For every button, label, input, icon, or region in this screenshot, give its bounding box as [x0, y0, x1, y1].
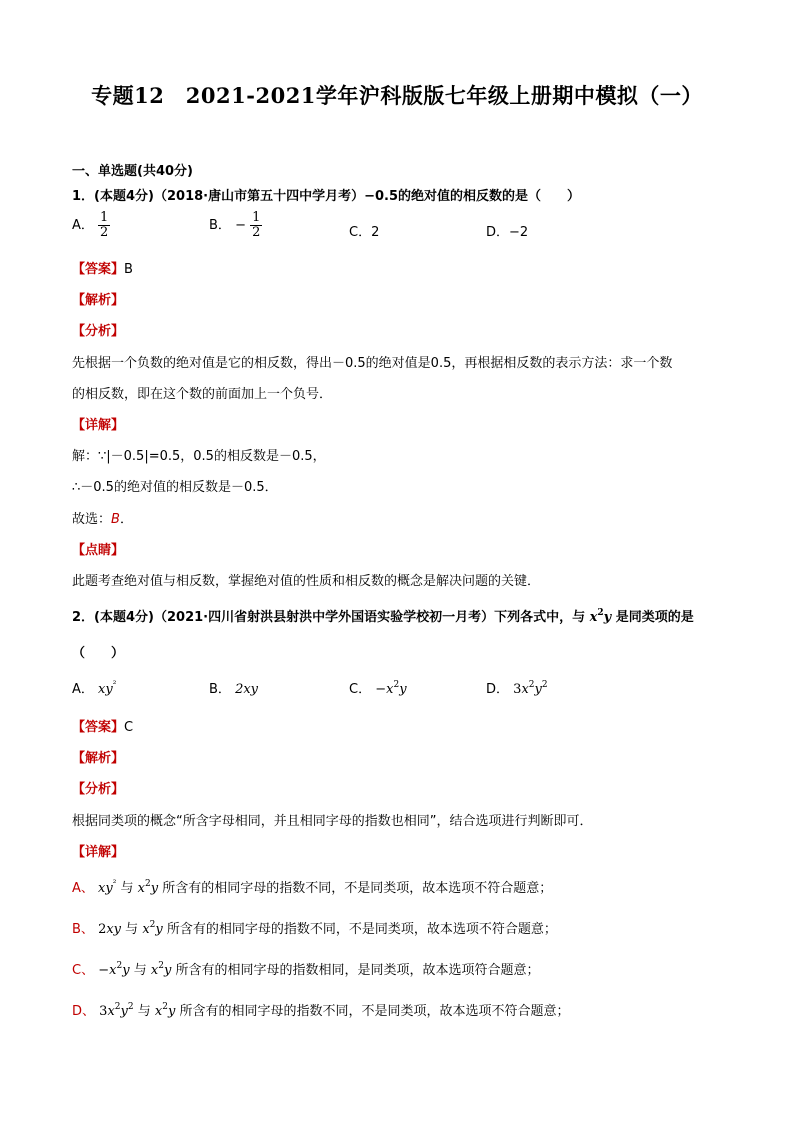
q2-fenxi: 根据同类项的概念“所含字母相同，并且相同字母的指数也相同”，结合选项进行判断即可． [72, 814, 593, 829]
q2-option-c: C． $-x^2y$ [349, 680, 407, 697]
q1-answer: 【答案】B [72, 262, 133, 277]
fraction: $\frac{1}{2}$ [252, 210, 261, 240]
q1-analysis-tag: 【解析】 [72, 293, 125, 308]
q2-xiangjie-tag: 【详解】 [72, 845, 125, 860]
q1-option-a: A． $\frac{1}{2}$ [72, 210, 109, 240]
q2-option-a: A． $xy^{^2}$ [72, 680, 117, 697]
section-heading: 一、单选题(共40分) [72, 164, 193, 179]
q1-xiangjie-tag: 【详解】 [72, 418, 125, 433]
q1-solution-line-1: 解：∵|－0.5|=0.5，0.5的相反数是－0.5， [72, 449, 326, 464]
q2-stem: 2．(本题4分)（2021·四川省射洪县射洪中学外国语实验学校初一月考）下列各式中，与 $x^2y$ 是同类项的是 [72, 608, 694, 625]
q2-solution-d: D、 $3x^2y^2$ 与 $x^2y$ 所含有的相同字母的指数不同，不是同类项，故本选项不符合题意； [72, 1002, 570, 1019]
q1-solution-line-2: ∴－0.5的绝对值的相反数是－0.5． [72, 480, 278, 495]
q2-option-d: D． $3x^2y^2$ [486, 680, 548, 697]
q1-fenxi-line-2: 的相反数，即在这个数的前面加上一个负号． [72, 387, 333, 402]
page-title: 专题12 2021-2021学年沪科版版七年级上册期中模拟（一） [91, 83, 703, 108]
q1-solution-line-3: 故选：B． [72, 512, 133, 527]
q2-solution-b: B、 2xy 与 $x^2y$ 所含有的相同字母的指数不同，不是同类项，故本选项不符合题意； [72, 920, 557, 937]
q1-option-c: C．2 [349, 225, 380, 240]
q1-option-b: B． − $\frac{1}{2}$ [209, 210, 261, 240]
q2-answer: 【答案】C [72, 720, 134, 735]
q2-solution-a: A、 $xy^{^2}$ 与 $x^2y$ 所含有的相同字母的指数不同，不是同类项，故本选项不符合题意； [72, 879, 553, 896]
q1-fenxi-line-1: 先根据一个负数的绝对值是它的相反数，得出－0.5的绝对值是0.5，再根据相反数的表示方法：求一个数 [72, 356, 673, 371]
q2-analysis-tag: 【解析】 [72, 751, 125, 766]
q2-fenxi-tag: 【分析】 [72, 782, 125, 797]
q2-solution-c: C、 $-x^2y$ 与 $x^2y$ 所含有的相同字母的指数相同，是同类项，故本选项符合题意； [72, 961, 540, 978]
q1-dianjing-tag: 【点睛】 [72, 543, 125, 558]
math-expr: $x^2y$ [589, 608, 612, 625]
q1-option-d: D．−2 [486, 225, 529, 240]
q1-stem: 1．(本题4分)（2018·唐山市第五十四中学月考）−0.5的绝对值的相反数的是（ ） [72, 189, 581, 204]
q1-fenxi-tag: 【分析】 [72, 324, 125, 339]
q2-stem-line-2: （ ） [72, 646, 125, 661]
q1-dianjing: 此题考查绝对值与相反数，掌握绝对值的性质和相反数的概念是解决问题的关键． [72, 574, 541, 589]
fraction: $\frac{1}{2}$ [100, 210, 109, 240]
q2-option-b: B． 2xy [209, 682, 259, 697]
